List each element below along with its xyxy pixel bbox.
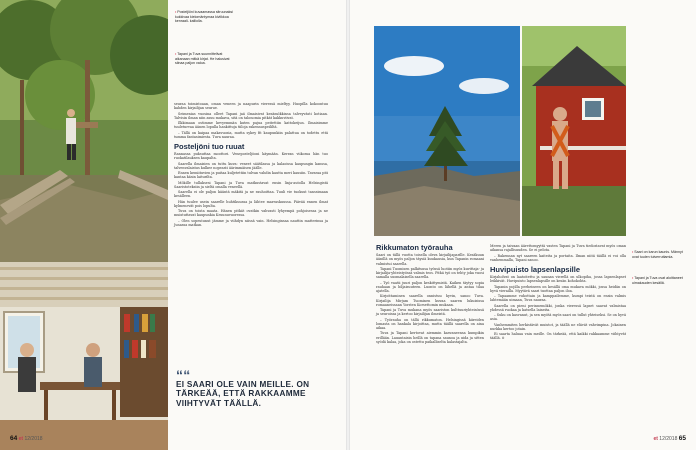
article-paragraph: Meren ja taivaan äärettomyyttä vasten Tapani ja Tuva tiedostavat myös oman aikansa rajallisuuden. Se ei pelota. bbox=[490, 244, 626, 253]
caption-right-2-text: Tapani ja Tuva ovat aloittaneet uimakauden kesällä. bbox=[632, 276, 683, 285]
article-paragraph: Kirjoittaminen saarella onnistuu hyvin, sanoo Tuva. Kirjailija Mirjam Tuominen kuvaa saaren lukuisissa romaaneissaan Yorsten Korsettomin mukaan. bbox=[376, 294, 484, 307]
article-paragraph: Saarella on pieni perinnemökki, jonka vieressä lapset saavat valmistaa yhdessä ruokaa ja katsella laineita. bbox=[490, 303, 626, 312]
article-paragraph: Saarella ilmaisien on tuttu kuva: veneet säätilassa ja kalaoissa kaupungin kanssa, talvenvalaistus kulkee nopeasti äärimmäisen jäälle. bbox=[174, 161, 328, 170]
caption-mid-text: Tapani ja Tuva suunnittelivat aikanaan mitkä kirjat. He halusivat siinaa paljon valoa. bbox=[175, 52, 230, 66]
caption-right-2 bbox=[632, 276, 687, 285]
intro-paragraph: seuraa toimistoaan, oman veneen ja naapurin vieressä mieltyy. Huopilla kokoontuu kahden kirjailijan seurue. bbox=[174, 102, 328, 111]
article-paragraph: – Olen sopeutunut jämme ja viihdyn niissä vain. Helsinginsaa nauttin matterinsa ja Junassa matkan. bbox=[174, 218, 328, 227]
left-page bbox=[0, 0, 346, 450]
article-paragraph: – Työ vaatii juuri paljon keskittymistä. Kaiken täytyy sopia rauhaan ja hiljaisuuteen. Luonto on lähellä ja antaa tilaa ajatella. bbox=[376, 280, 484, 293]
seascape-photo bbox=[374, 26, 520, 236]
forest-photo bbox=[0, 0, 168, 262]
caption-mid bbox=[175, 52, 235, 66]
quote-mark-icon: ““ bbox=[176, 367, 191, 383]
pull-quote bbox=[176, 367, 326, 408]
article-paragraph: Tapani ja Tuva mukana myös saariston kulttuuriyhteisössä ja seuroissa ja kertoo kirjailijan ilmeistä. bbox=[376, 308, 484, 317]
cabin-illustration bbox=[522, 26, 626, 236]
article-paragraph: Kirjaholvat on laatoitettu ja saunan vierellä on ulkopiha, jossa lapsenlapset leikkivät. Huvipuisto lapsenlapsille on kesän kohokohta. bbox=[490, 275, 626, 284]
section-heading: Huvipuisto lapsenlapsille bbox=[490, 265, 581, 274]
article-paragraph: Vanhemmiten herkistävät muistot, ja täällä ne elävät vahvimpina. Jokainen nurkka kertoo jotain. bbox=[490, 322, 626, 331]
article-paragraph: Tapanin pojilla perheineen on kesällä oma mukava mökki, jossa heidän on hyvä vierailla. Myytävä saari tuottaa paljon iloa. bbox=[490, 284, 626, 293]
right-column-1 bbox=[376, 240, 484, 345]
issue-number: 12/2018 bbox=[659, 436, 678, 442]
intro-paragraph: Ilkkimaan ostimme kevyemmän kuten pajua peitettiin kattokeijun. Ilmaisimme tuuleturvaa äänen lopulla hankittuja tiiloja rakennuspeililtä. bbox=[174, 121, 328, 130]
article-paragraph: – Suku on kasvanut, ja sen myötä myös saari on tullut yhteiseksi. Se on hyvä asia. bbox=[490, 313, 626, 322]
left-folio bbox=[10, 435, 43, 442]
caption-bullet: • bbox=[175, 52, 177, 56]
page-number: 64 bbox=[10, 435, 18, 442]
right-column-2 bbox=[490, 244, 626, 342]
article-paragraph: Tapani Tuomisen palkitussa työssä luotiin myös kuvittaja- ja kirjailija-yhteistyössä valmis teos. Pitkä työ on tehty joka vuosi samalla suomalaisella saarella. bbox=[376, 266, 484, 280]
magazine-name: et bbox=[653, 436, 658, 442]
left-article-body bbox=[174, 102, 328, 228]
magazine-name: et bbox=[18, 436, 24, 442]
caption-right bbox=[632, 250, 687, 259]
issue-number: 12/2018 bbox=[24, 436, 43, 442]
cabin-photo bbox=[522, 26, 626, 236]
interior-illustration bbox=[0, 262, 168, 450]
caption-bullet: • bbox=[175, 10, 177, 14]
forest-illustration bbox=[0, 0, 168, 262]
article-paragraph: – Tapaamme vuhottain ja kamppailemme, kumpi teistä on ensin valmis lahtemään uimaan, Tuva nauraa. bbox=[490, 294, 626, 303]
article-paragraph: Hän tuulee usein saarelle huhtikuussa ja lähtee marraskuussa. Päivää ennen ilmat kylmenevät pois lopulta. bbox=[174, 199, 328, 208]
article-paragraph: Tuva ja Tapani kertovat aiemmin kasvaneensa kumpikin erillään. Lauantaisin heillä on tapana saunoa ja uida ja sitten syödä kalaa, joka on ostettu paikalliselta kalastajalta. bbox=[376, 331, 484, 344]
caption-bullet: • bbox=[632, 276, 634, 280]
intro-paragraph: Seimenias vuosina olleet Tapani jaä ilmaisivat kesämökkinsa talveyvästi kotiaan. Talvisin ilman niin asuu mukava, sitä on talonomia pitkät kakkuviivat. bbox=[174, 111, 328, 120]
caption-top-text: Posteljiöni kuvaamassa sitruunaksi kukkivaa kielomäntymaa kiviikkoa kenraali- kalliolla. bbox=[175, 10, 233, 24]
caption-right-text: Saari on karun kaunis. Männyt ovat tuulen tuiverruttamia. bbox=[632, 250, 683, 259]
article-paragraph: Rannassa puksuttaa moottori. Veneposteljöoni käymään. Kerran viikossa hän tuo ruokatilauksen kaupalta. bbox=[174, 152, 328, 161]
article-paragraph: Saari on tällä vuotta toisella oleva kirjailijaparille. Kesäkuun äänillä on myös paljon täysiä kuukausia, kun Tapanin romaani valmistui saarella. bbox=[376, 253, 484, 266]
right-page bbox=[350, 0, 696, 450]
right-folio bbox=[653, 435, 686, 442]
caption-top bbox=[175, 10, 235, 24]
intro-paragraph: – Tällä on kaipaa makavuosia, mutta sykey fit kaupunkiin palattua on todettu että tumma fantasimiesta. Tuva nauraa. bbox=[174, 130, 328, 139]
caption-bullet: • bbox=[632, 250, 634, 254]
article-paragraph: Saarella ei ole paljon kääntä mäkitä ja ne rauhoittaa. Tuuli vie tuoksut tanssimaan kesälleen. bbox=[174, 190, 328, 199]
pull-quote-text: EI SAARI OLE VAIN MEILLE. ON TÄRKEÄÄ, ETTÄ RAKKAAMME VIIHTYVÄT TÄÄLLÄ. bbox=[176, 380, 310, 408]
interior-photo bbox=[0, 262, 168, 450]
article-paragraph: Ennen kemiituvien ja puitaa kuljetettiin tulvan vahdin kautta meri kausiin. Tavaraa piti kantaa käsin laiturilta. bbox=[174, 171, 328, 180]
article-paragraph: – Rakennan nyt saareen kaiteita ja portaita. Ilman niitä täällä ei voi olla vanhemmalla, Tapani sanoo. bbox=[490, 253, 626, 262]
article-paragraph: Mökille tullaksesi Tapani ja Tuva matkustavat ensin linja-autolla Helsingistä Saaristoteksiin ja sieltä omalla veneellä. bbox=[174, 180, 328, 189]
article-paragraph: Ei saarta haluaa vain meille. On tärkeää, että kaikki rakkaamme viihtyvät täällä. ⊙ bbox=[490, 332, 626, 341]
section-heading: Posteljöni tuo ruuat bbox=[174, 142, 245, 151]
article-paragraph: – Työrauha on tällä rikkumaton. Helsingissä kiireiden lomasta on hankala kirjoittaa, mutta täällä saarella on aina aikaa. bbox=[376, 317, 484, 330]
section-heading: Rikkumaton työrauha bbox=[376, 243, 453, 252]
seascape-illustration bbox=[374, 26, 520, 236]
page-number: 65 bbox=[678, 435, 686, 442]
article-paragraph: Tuva on toista maata. Hänen pitkät ovatkin vahvasti lyhyempä pohjoisessa ja ne muistuttavat kaupunkia Kruunuvuoressa. bbox=[174, 209, 328, 218]
